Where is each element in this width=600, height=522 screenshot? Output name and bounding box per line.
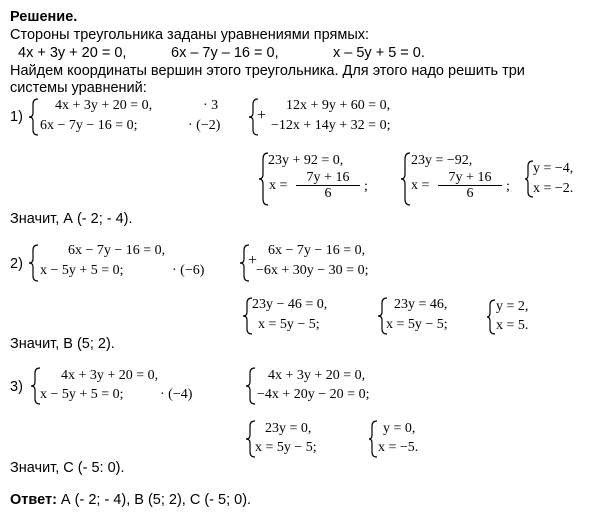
result-2: Значит, В (5; 2). xyxy=(10,336,115,352)
solution-heading: Решение. xyxy=(10,9,78,25)
intro-text: Стороны треугольника заданы уравнениями прямых: xyxy=(10,27,370,43)
system1-step2-x: x = xyxy=(411,178,430,193)
system3-eq2-multiplier: · (−4) xyxy=(160,387,193,402)
system2-label: 2) xyxy=(10,256,23,272)
task-text-2: системы уравнений: xyxy=(10,80,147,96)
system2-final-brace xyxy=(486,299,496,335)
task-text: Найдем координаты вершин этого треугольника. Для этого надо решить три xyxy=(10,63,525,79)
system1-step2-semicolon: ; xyxy=(506,179,510,194)
system2-final-y: y = 2, xyxy=(496,299,529,314)
system1-brace xyxy=(28,98,40,136)
system1-step-fraction xyxy=(296,170,360,202)
result-1: Значит, А (- 2; - 4). xyxy=(10,211,133,227)
fraction-denominator: 6 xyxy=(324,186,332,202)
line-equation-3: x – 5y + 5 = 0. xyxy=(333,45,425,61)
system1-final-x: x = −2. xyxy=(533,181,574,196)
system1-final-y: y = −4, xyxy=(533,161,574,176)
system1-step-semicolon: ; xyxy=(364,179,368,194)
system3-final-y: y = 0, xyxy=(383,421,416,436)
system2-plus-sign: + xyxy=(248,252,258,269)
system1-eq2-multiplier: · (−2) xyxy=(188,118,221,133)
system1-sum-eq1: 12x + 9y + 60 = 0, xyxy=(286,98,391,113)
result-3: Значит, С (- 5: 0). xyxy=(10,460,125,476)
system1-eq2: 6x − 7y − 16 = 0; xyxy=(40,118,138,133)
system2-eq1: 6x − 7y − 16 = 0, xyxy=(68,243,166,258)
system1-eq1: 4x + 3y + 20 = 0, xyxy=(55,98,153,113)
system3-sum-brace xyxy=(245,367,257,405)
system2-step2-eq2: x = 5y − 5; xyxy=(386,317,448,332)
system1-step-x: x = xyxy=(269,178,288,193)
system3-final-brace xyxy=(368,420,378,458)
system1-sum-eq2: −12x + 14y + 32 = 0; xyxy=(271,118,391,133)
system3-eq2: x − 5y + 5 = 0; xyxy=(40,387,124,402)
fraction-denominator: 6 xyxy=(466,186,474,202)
system3-final-x: x = −5. xyxy=(378,440,419,455)
system3-step-eq1: 23y = 0, xyxy=(265,421,312,436)
fraction-numerator: 7y + 16 xyxy=(438,170,502,186)
system3-sum-eq1: 4x + 3y + 20 = 0, xyxy=(268,368,366,383)
answer-text: А (- 2; - 4), В (5; 2), С (- 5; 0). xyxy=(56,492,252,508)
system2-final-x: x = 5. xyxy=(496,318,529,333)
system2-eq2-multiplier: · (−6) xyxy=(172,263,205,278)
fraction-numerator: 7y + 16 xyxy=(296,170,360,186)
system1-label: 1) xyxy=(10,109,23,125)
system2-step2-eq1: 23y = 46, xyxy=(394,297,448,312)
system3-label: 3) xyxy=(10,379,23,395)
system1-step2-eq1: 23y = −92, xyxy=(411,153,473,168)
system2-step-eq1: 23y − 46 = 0, xyxy=(252,297,328,312)
system3-step-eq2: x = 5y − 5; xyxy=(255,440,317,455)
system1-step-eq1: 23y + 92 = 0, xyxy=(268,153,344,168)
system2-sum-eq1: 6x − 7y − 16 = 0, xyxy=(268,243,366,258)
line-equation-2: 6x – 7y – 16 = 0, xyxy=(171,45,279,61)
answer-line xyxy=(10,493,251,508)
system2-eq2: x − 5y + 5 = 0; xyxy=(40,263,124,278)
system3-sum-eq2: −4x + 20y − 20 = 0; xyxy=(257,387,370,402)
answer-label: Ответ: xyxy=(10,492,57,508)
system3-eq1: 4x + 3y + 20 = 0, xyxy=(61,368,159,383)
system1-step2-fraction xyxy=(438,170,502,202)
line-equation-1: 4x + 3y + 20 = 0, xyxy=(18,45,127,61)
system2-brace xyxy=(28,244,40,282)
system2-step-eq2: x = 5y − 5; xyxy=(258,317,320,332)
system1-eq1-multiplier: · 3 xyxy=(203,98,219,113)
system1-plus-sign: + xyxy=(257,107,267,124)
system2-sum-eq2: −6x + 30y − 30 = 0; xyxy=(256,263,369,278)
